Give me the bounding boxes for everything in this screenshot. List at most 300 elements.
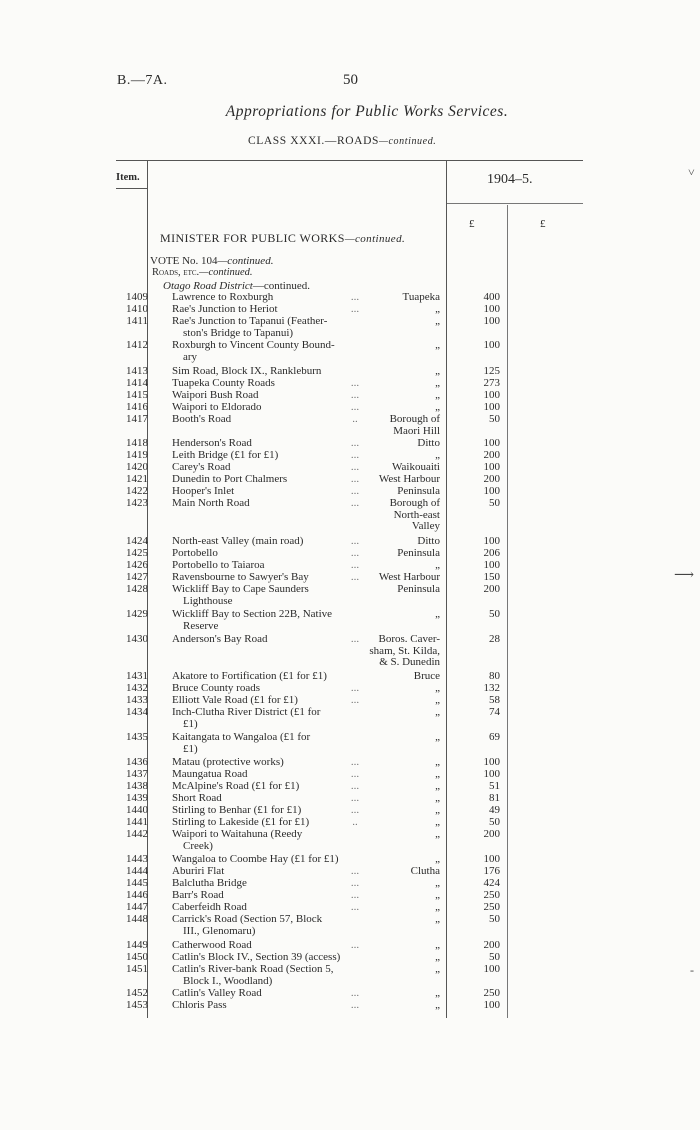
amount: 200	[483, 583, 500, 595]
amount: 58	[489, 694, 500, 706]
item-number: 1447	[126, 901, 148, 913]
item-number: 1432	[126, 682, 148, 694]
amount: 100	[483, 535, 500, 547]
item-number: 1410	[126, 303, 148, 315]
item-number: 1434	[126, 706, 148, 718]
item-number: 1450	[126, 951, 148, 963]
roads-label: Roads, etc.	[152, 267, 200, 278]
description-line: Matau (protective works)	[172, 756, 284, 768]
county-name	[352, 793, 440, 805]
leader-dots: ...	[350, 682, 360, 694]
item-description	[172, 402, 362, 414]
item-number: 1442	[126, 828, 148, 840]
class-heading	[248, 135, 436, 147]
amount: 273	[483, 377, 500, 389]
amount: 100	[483, 756, 500, 768]
amount: 100	[483, 437, 500, 449]
page-number: 50	[343, 72, 358, 88]
header-bottom-rule	[116, 188, 148, 189]
county-line: sham, St. Kilda,	[369, 644, 440, 657]
description-line: Tuapeka County Roads	[172, 377, 275, 389]
year-column-header: 1904–5.	[487, 172, 533, 187]
leader-dots: ...	[350, 768, 360, 780]
amount: 125	[483, 365, 500, 377]
county-line: Boros. Caver-	[378, 633, 440, 645]
county-line: Ditto	[417, 535, 440, 547]
item-description	[172, 817, 362, 829]
amount: 50	[489, 816, 500, 828]
description-line: Carey's Road	[172, 461, 231, 473]
leader-dots: ...	[350, 780, 360, 792]
county-name	[352, 757, 440, 769]
item-description	[172, 414, 362, 426]
county-line: „	[435, 389, 440, 401]
description-line: North-east Valley (main road)	[172, 535, 304, 547]
county-name	[352, 414, 440, 437]
item-description	[172, 793, 362, 805]
county-line: Ditto	[417, 437, 440, 449]
item-number: 1421	[126, 473, 148, 485]
county-name	[352, 548, 440, 560]
county-line: North-east	[393, 508, 440, 521]
description-line: £1)	[183, 742, 198, 755]
item-number: 1435	[126, 731, 148, 743]
item-number: 1444	[126, 865, 148, 877]
leader-dots: ...	[350, 303, 360, 315]
item-number: 1430	[126, 633, 148, 645]
description-line: McAlpine's Road (£1 for £1)	[172, 780, 300, 792]
description-line: Rae's Junction to Tapanui (Feather-	[172, 315, 328, 327]
item-number: 1425	[126, 547, 148, 559]
class-label: CLASS XXXI.—ROADS	[248, 135, 379, 147]
county-line: „	[435, 913, 440, 925]
amount: 100	[483, 853, 500, 865]
county-line: „	[435, 951, 440, 963]
item-number: 1426	[126, 559, 148, 571]
county-name	[352, 988, 440, 1000]
description-line: Catlin's River-bank Road (Section 5,	[172, 963, 334, 975]
county-line: „	[435, 816, 440, 828]
county-line: „	[435, 939, 440, 951]
county-name	[352, 914, 440, 926]
item-number: 1448	[126, 913, 148, 925]
county-name	[352, 781, 440, 793]
leader-dots: ...	[350, 694, 360, 706]
county-line: „	[435, 877, 440, 889]
county-line: „	[435, 401, 440, 413]
county-name	[352, 854, 440, 866]
amount: 69	[489, 731, 500, 743]
pound-symbol-a: £	[469, 218, 475, 230]
item-description	[172, 914, 362, 937]
item-description	[172, 683, 362, 695]
item-number: 1409	[126, 291, 148, 303]
leader-dots: ...	[350, 987, 360, 999]
amount-column-rule	[507, 205, 508, 1018]
county-name	[352, 952, 440, 964]
leader-dots: ...	[350, 473, 360, 485]
description-line: Anderson's Bay Road	[172, 633, 268, 645]
description-line: Waipori to Eldorado	[172, 401, 262, 413]
county-line: West Harbour	[378, 473, 440, 485]
item-number: 1449	[126, 939, 148, 951]
description-line: Waipori to Waitahuna (Reedy	[172, 828, 303, 840]
description-line: Rae's Junction to Heriot	[172, 303, 278, 315]
roads-heading	[152, 267, 253, 278]
description-line: III., Glenomaru)	[183, 924, 256, 937]
description-line: Wangaloa to Coombe Hay (£1 for £1)	[172, 853, 339, 865]
amount: 100	[483, 963, 500, 975]
item-description	[172, 304, 362, 316]
county-line: Waikouaiti	[392, 461, 440, 473]
county-name	[352, 402, 440, 414]
leader-dots: ...	[350, 804, 360, 816]
item-number: 1423	[126, 497, 148, 509]
county-line: Tuapeka	[402, 291, 440, 303]
amount: 28	[489, 633, 500, 645]
item-description	[172, 829, 362, 852]
county-line: „	[435, 804, 440, 816]
amount: 100	[483, 461, 500, 473]
amount: 51	[489, 780, 500, 792]
amount: 200	[483, 449, 500, 461]
item-number: 1441	[126, 816, 148, 828]
county-line: „	[435, 694, 440, 706]
amount: 50	[489, 913, 500, 925]
item-description	[172, 634, 362, 646]
leader-dots: ...	[350, 547, 360, 559]
amount: 100	[483, 768, 500, 780]
amount: 100	[483, 303, 500, 315]
item-number: 1416	[126, 401, 148, 413]
description-line: Wickliff Bay to Cape Saunders	[172, 583, 309, 595]
county-line: „	[435, 706, 440, 718]
amount: 81	[489, 792, 500, 804]
amount: 100	[483, 315, 500, 327]
county-name	[352, 878, 440, 890]
county-line: „	[435, 756, 440, 768]
leader-dots: ...	[350, 939, 360, 951]
scan-mark-top: ˅	[688, 165, 695, 179]
leader-dots: ...	[350, 291, 360, 303]
county-line: „	[435, 449, 440, 461]
item-number: 1436	[126, 756, 148, 768]
item-description	[172, 854, 362, 866]
county-line: Maori Hill	[393, 424, 440, 437]
leader-dots: ...	[350, 877, 360, 889]
item-number: 1433	[126, 694, 148, 706]
county-name	[352, 438, 440, 450]
county-name	[352, 634, 440, 669]
item-description	[172, 366, 362, 378]
item-description	[172, 292, 362, 304]
page-title: Appropriations for Public Works Services.	[225, 103, 509, 120]
item-description	[172, 940, 362, 952]
year-rule	[447, 203, 583, 204]
leader-dots: ...	[350, 889, 360, 901]
county-line: „	[435, 901, 440, 913]
item-number: 1414	[126, 377, 148, 389]
county-name	[352, 1000, 440, 1012]
leader-dots: ...	[350, 377, 360, 389]
description-line: Block I., Woodland)	[183, 974, 273, 987]
item-description	[172, 450, 362, 462]
county-name	[352, 817, 440, 829]
county-name	[352, 366, 440, 378]
item-number: 1452	[126, 987, 148, 999]
county-name	[352, 316, 440, 328]
leader-dots: ...	[350, 571, 360, 583]
county-line: „	[435, 303, 440, 315]
county-name	[352, 536, 440, 548]
item-number: 1412	[126, 339, 148, 351]
leader-dots: ...	[350, 485, 360, 497]
county-name	[352, 890, 440, 902]
amount: 250	[483, 987, 500, 999]
item-description	[172, 707, 362, 730]
amount: 100	[483, 999, 500, 1011]
county-name	[352, 866, 440, 878]
county-name	[352, 769, 440, 781]
item-number: 1440	[126, 804, 148, 816]
county-name	[352, 292, 440, 304]
item-description	[172, 340, 362, 363]
county-name	[352, 829, 440, 841]
item-number: 1420	[126, 461, 148, 473]
leader-dots: ...	[350, 389, 360, 401]
item-description	[172, 964, 362, 987]
county-name	[352, 486, 440, 498]
county-line: „	[435, 682, 440, 694]
description-column-rule	[446, 160, 447, 1018]
leader-dots: ...	[350, 559, 360, 571]
item-number: 1439	[126, 792, 148, 804]
county-name	[352, 671, 440, 683]
county-line: Borough of	[389, 497, 440, 509]
county-line: „	[435, 731, 440, 743]
leader-dots: ..	[352, 413, 358, 425]
item-number: 1413	[126, 365, 148, 377]
item-description	[172, 390, 362, 402]
county-line: „	[435, 987, 440, 999]
amount: 50	[489, 951, 500, 963]
item-description	[172, 609, 362, 632]
county-line: Borough of	[389, 413, 440, 425]
amount: 100	[483, 485, 500, 497]
item-number: 1424	[126, 535, 148, 547]
leader-dots: ...	[350, 999, 360, 1011]
county-line: „	[435, 792, 440, 804]
amount: 80	[489, 670, 500, 682]
county-name	[352, 450, 440, 462]
leader-dots: ...	[350, 535, 360, 547]
item-description	[172, 498, 362, 510]
description-line: Leith Bridge (£1 for £1)	[172, 449, 279, 461]
county-name	[352, 560, 440, 572]
description-line: £1)	[183, 717, 198, 730]
amount: 132	[483, 682, 500, 694]
amount: 100	[483, 401, 500, 413]
county-line: „	[435, 559, 440, 571]
amount: 50	[489, 608, 500, 620]
item-description	[172, 781, 362, 793]
description-line: Dunedin to Port Chalmers	[172, 473, 288, 485]
description-line: Portobello	[172, 547, 218, 559]
description-line: Elliott Vale Road (£1 for £1)	[172, 694, 298, 706]
county-line: „	[435, 889, 440, 901]
item-number: 1437	[126, 768, 148, 780]
item-number: 1415	[126, 389, 148, 401]
county-name	[352, 498, 440, 533]
table-top-rule	[116, 160, 583, 161]
item-description	[172, 757, 362, 769]
county-line: „	[435, 853, 440, 865]
description-line: Inch-Clutha River District (£1 for	[172, 706, 321, 718]
description-line: Short Road	[172, 792, 222, 804]
county-line: Clutha	[410, 865, 440, 877]
minister-label: MINISTER FOR PUBLIC WORKS	[160, 231, 345, 245]
description-line: Henderson's Road	[172, 437, 252, 449]
county-line: Peninsula	[397, 485, 440, 497]
description-line: Stirling to Lakeside (£1 for £1)	[172, 816, 310, 828]
description-line: ston's Bridge to Tapanui)	[183, 326, 294, 339]
amount: 150	[483, 571, 500, 583]
county-line: „	[435, 315, 440, 327]
item-number: 1451	[126, 963, 148, 975]
description-line: Stirling to Benhar (£1 for £1)	[172, 804, 302, 816]
item-description	[172, 732, 362, 755]
county-line: „	[435, 608, 440, 620]
minister-suffix: —continued.	[344, 233, 406, 245]
item-number: 1445	[126, 877, 148, 889]
district-label: Otago Road District	[163, 280, 253, 292]
item-number: 1422	[126, 485, 148, 497]
description-line: Aburiri Flat	[172, 865, 225, 877]
description-line: Booth's Road	[172, 413, 232, 425]
county-name	[352, 474, 440, 486]
leader-dots: ...	[350, 756, 360, 768]
amount: 200	[483, 939, 500, 951]
item-description	[172, 1000, 362, 1012]
leader-dots: ...	[350, 497, 360, 509]
item-number: 1417	[126, 413, 148, 425]
item-description	[172, 952, 362, 964]
description-line: Kaitangata to Wangaloa (£1 for	[172, 731, 311, 743]
amount: 200	[483, 828, 500, 840]
county-name	[352, 304, 440, 316]
county-name	[352, 964, 440, 976]
roads-suffix: —continued.	[199, 267, 253, 278]
item-description	[172, 671, 362, 683]
amount: 100	[483, 339, 500, 351]
vote-label: VOTE No. 104	[150, 255, 218, 267]
description-line: ary	[183, 350, 198, 363]
amount: 50	[489, 413, 500, 425]
description-line: Ravensbourne to Sawyer's Bay	[172, 571, 309, 583]
description-line: Catlin's Block IV., Section 39 (access)	[172, 951, 341, 963]
county-name	[352, 805, 440, 817]
county-name	[352, 462, 440, 474]
item-number: 1453	[126, 999, 148, 1011]
county-name	[352, 940, 440, 952]
item-number: 1411	[126, 315, 148, 327]
item-description	[172, 462, 362, 474]
county-line: „	[435, 963, 440, 975]
county-line: Valley	[411, 520, 440, 533]
item-description	[172, 902, 362, 914]
item-description	[172, 438, 362, 450]
description-line: Carrick's Road (Section 57, Block	[172, 913, 323, 925]
item-description	[172, 548, 362, 560]
amount: 49	[489, 804, 500, 816]
district-suffix: —continued.	[252, 280, 310, 292]
description-line: Catlin's Valley Road	[172, 987, 262, 999]
item-number: 1419	[126, 449, 148, 461]
description-line: Bruce County roads	[172, 682, 260, 694]
county-line: „	[435, 780, 440, 792]
county-line: „	[435, 377, 440, 389]
leader-dots: ..	[352, 816, 358, 828]
county-name	[352, 584, 440, 596]
county-line: „	[435, 768, 440, 780]
amount: 206	[483, 547, 500, 559]
county-name	[352, 378, 440, 390]
county-name	[352, 732, 440, 744]
leader-dots: ...	[350, 865, 360, 877]
document-code: B.—7A.	[117, 73, 168, 88]
description-line: Creek)	[183, 839, 213, 852]
county-line: „	[435, 365, 440, 377]
county-name	[352, 902, 440, 914]
vote-heading	[150, 255, 273, 267]
county-name	[352, 683, 440, 695]
scan-mark-arrow-icon: ⟶	[674, 568, 695, 583]
class-suffix: —continued.	[378, 136, 437, 147]
item-description	[172, 769, 362, 781]
amount: 424	[483, 877, 500, 889]
county-line: & S. Dunedin	[379, 656, 440, 669]
leader-dots: ...	[350, 792, 360, 804]
item-description	[172, 474, 362, 486]
pound-symbol-b: £	[540, 218, 546, 230]
item-description	[172, 560, 362, 572]
description-line: Caberfeidh Road	[172, 901, 247, 913]
description-line: Maungatua Road	[172, 768, 248, 780]
amount: 250	[483, 901, 500, 913]
county-line: Bruce	[413, 670, 440, 682]
item-number: 1438	[126, 780, 148, 792]
county-line: Peninsula	[397, 583, 440, 595]
county-line: West Harbour	[378, 571, 440, 583]
amount: 100	[483, 389, 500, 401]
item-number: 1431	[126, 670, 148, 682]
leader-dots: ...	[350, 633, 360, 645]
county-name	[352, 609, 440, 621]
item-description	[172, 988, 362, 1000]
description-line: Hooper's Inlet	[172, 485, 235, 497]
county-name	[352, 707, 440, 719]
description-line: Reserve	[183, 619, 219, 632]
leader-dots: ...	[350, 437, 360, 449]
county-line: „	[435, 828, 440, 840]
scan-mark-bottom: -	[690, 963, 694, 977]
leader-dots: ...	[350, 461, 360, 473]
item-number: 1443	[126, 853, 148, 865]
description-line: Balclutha Bridge	[172, 877, 247, 889]
item-description	[172, 805, 362, 817]
leader-dots: ...	[350, 449, 360, 461]
amount: 50	[489, 497, 500, 509]
